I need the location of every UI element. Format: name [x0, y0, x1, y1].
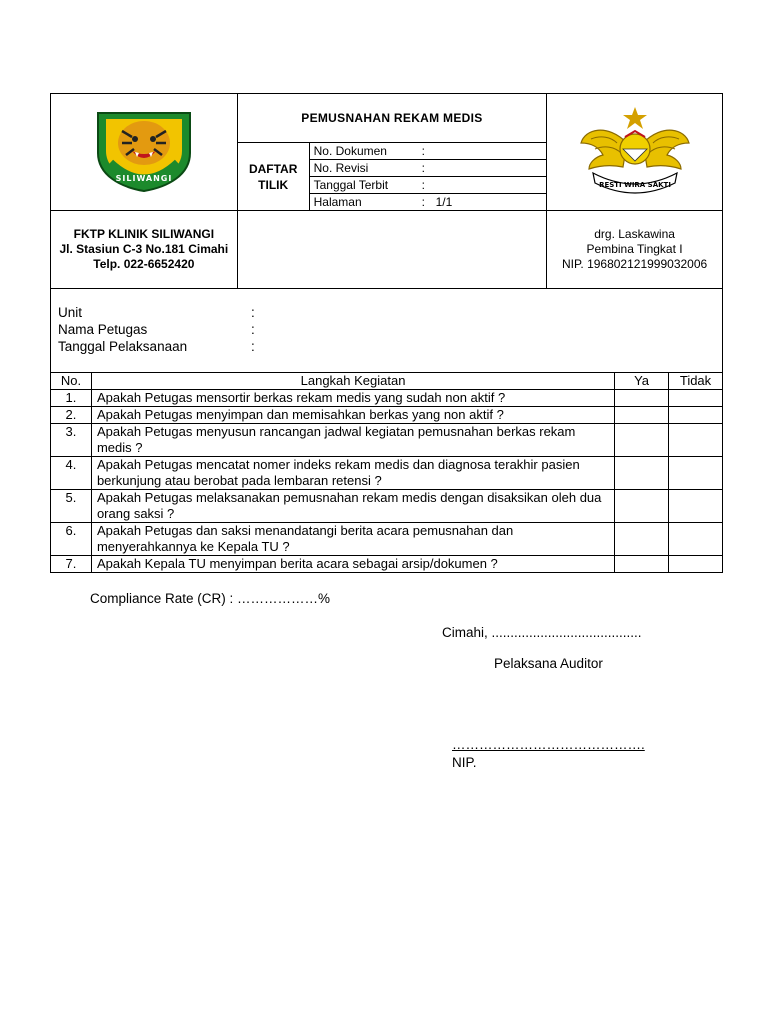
tanggal-row: Tanggal Pelaksanaan : [58, 339, 255, 354]
col-no-header: No. [51, 373, 92, 390]
clinic-phone: Telp. 022-6652420 [93, 257, 195, 271]
tanggal-label: Tanggal Pelaksanaan [58, 339, 188, 354]
ya-checkbox-cell[interactable] [615, 390, 669, 407]
left-logo-cell [51, 94, 238, 211]
identity-section [50, 289, 723, 372]
document-title: PEMUSNAHAN REKAM MEDIS [237, 94, 546, 143]
checklist-header-row [51, 373, 723, 390]
meta-row-revisi: No. Revisi : [310, 160, 547, 177]
table-row: 2. Apakah Petugas menyimpan dan memisahkan berkas yang non aktif ? [51, 407, 723, 424]
svg-text:SILIWANGI: SILIWANGI [115, 173, 173, 183]
clinic-address: Jl. Stasiun C-3 No.181 Cimahi [59, 242, 229, 256]
ya-checkbox-cell[interactable] [615, 490, 669, 523]
col-tidak-header: Tidak [669, 373, 723, 390]
signer-name: drg. Laskawina [594, 227, 675, 241]
siliwangi-tiger-logo-icon [92, 109, 196, 193]
table-row: 3. Apakah Petugas menyusun rancangan jadwal kegiatan pemusnahan berkas rekam medis ? [51, 424, 723, 457]
table-row: 1. Apakah Petugas mensortir berkas rekam medis yang sudah non aktif ? [51, 390, 723, 407]
right-logo-cell [547, 94, 723, 211]
ya-checkbox-cell[interactable] [615, 424, 669, 457]
nip-label: NIP. [452, 755, 477, 770]
ya-checkbox-cell[interactable] [615, 407, 669, 424]
tidak-checkbox-cell[interactable] [669, 407, 723, 424]
document-meta [309, 143, 547, 211]
signature-line: ……………………………………. [452, 737, 645, 752]
ya-checkbox-cell[interactable] [615, 556, 669, 573]
meta-row-halaman: Halaman : 1/1 [310, 194, 547, 211]
tidak-checkbox-cell[interactable] [669, 490, 723, 523]
signer-info [547, 211, 723, 289]
tidak-checkbox-cell[interactable] [669, 523, 723, 556]
col-ya-header: Ya [615, 373, 669, 390]
petugas-row: Nama Petugas : [58, 322, 255, 337]
clinic-info [51, 211, 238, 289]
document-header [50, 93, 723, 289]
unit-row: Unit : [58, 305, 255, 320]
table-row: 4. Apakah Petugas mencatat nomer indeks rekam medis dan diagnosa terakhir pasien berkunjung atau berobat pada lembaran retensi ? [51, 457, 723, 490]
signer-nip: NIP. 196802121999032006 [561, 257, 708, 271]
checklist-table [50, 372, 723, 573]
unit-label: Unit [58, 305, 83, 320]
meta-row-terbit: Tanggal Terbit : [310, 177, 547, 194]
compliance-rate: Compliance Rate (CR) : ………………% [90, 591, 331, 606]
ya-checkbox-cell[interactable] [615, 457, 669, 490]
tidak-checkbox-cell[interactable] [669, 390, 723, 407]
tidak-checkbox-cell[interactable] [669, 457, 723, 490]
auditor-role: Pelaksana Auditor [494, 656, 603, 671]
place-date: Cimahi, ........................................ [442, 625, 642, 640]
clinic-name: FKTP KLINIK SILIWANGI [73, 227, 215, 241]
daftar-tilik-label: DAFTAR TILIK [237, 143, 309, 211]
meta-row-dokumen: No. Dokumen : [310, 143, 547, 160]
ya-checkbox-cell[interactable] [615, 523, 669, 556]
table-row: 6. Apakah Petugas dan saksi menandatangi berita acara pemusnahan dan menyerahkannya ke Kepala TU ? [51, 523, 723, 556]
col-step-header: Langkah Kegiatan [91, 373, 614, 390]
table-row: 7. Apakah Kepala TU menyimpan berita acara sebagai arsip/dokumen ? [51, 556, 723, 573]
blank-cell [237, 211, 546, 289]
tidak-checkbox-cell[interactable] [669, 424, 723, 457]
signer-rank: Pembina Tingkat I [586, 242, 683, 256]
petugas-label: Nama Petugas [58, 322, 148, 337]
table-row: 5. Apakah Petugas melaksanakan pemusnahan rekam medis dengan disaksikan oleh dua orang saksi ? [51, 490, 723, 523]
tidak-checkbox-cell[interactable] [669, 556, 723, 573]
military-eagle-emblem-icon [577, 103, 693, 199]
svg-text:RESTI WIRA SAKTI: RESTI WIRA SAKTI [598, 180, 671, 189]
